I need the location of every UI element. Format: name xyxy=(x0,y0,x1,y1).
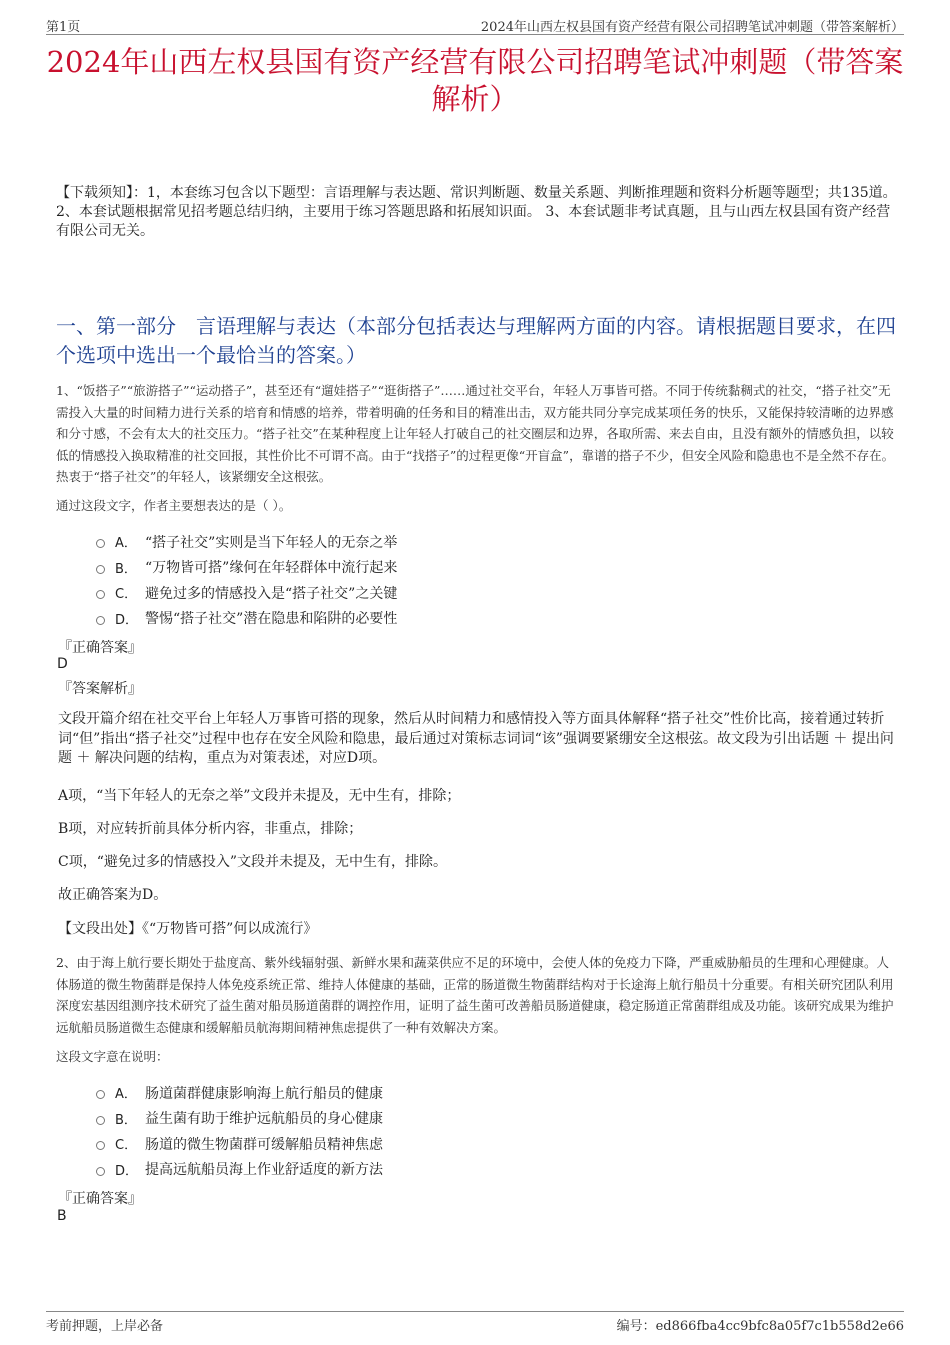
question-2-text: 2、由于海上航行要长期处于盐度高、紫外线辐射强、新鲜水果和蔬菜供应不足的环境中，会使人体的免疫力下降，严重威胁船员的生理和心理健康。人体肠道的微生物菌群是保持人体免疫系统正常、维持人体健康的基础，正常的肠道微生物菌群结构对于长途海上航行船员十分重要。有相关研究团队利用深度宏基因组测序技术研究了益生菌对船员肠道菌群的调控作用，证明了益生菌可改善船员肠道健康，稳定肠道正常菌群组成及功能。该研究成果为维护远航船员肠道微生态健康和缓解船员航海期间精神焦虑提供了一种有效解决方案。 xyxy=(56,955,894,1035)
question-2-option-c[interactable]: C． 肠道的微生物菌群可缓解船员精神焦虑 xyxy=(96,1131,383,1157)
question-1-option-a[interactable]: A． “搭子社交”实则是当下年轻人的无奈之举 xyxy=(96,529,397,555)
question-1-answer: D xyxy=(57,656,68,672)
question-1-analysis-c: C项，“避免过多的情感投入”文段并未提及，无中生有，排除。 xyxy=(58,854,448,870)
radio-icon[interactable] xyxy=(96,1090,105,1099)
radio-icon[interactable] xyxy=(96,539,105,548)
radio-icon[interactable] xyxy=(96,616,105,625)
radio-icon[interactable] xyxy=(96,590,105,599)
header-doc-title: 2024年山西左权县国有资产经营有限公司招聘笔试冲刺题（带答案解析） xyxy=(480,20,904,35)
question-1-source: 【文段出处】《“万物皆可搭”何以成流行》 xyxy=(58,921,318,937)
question-1-option-b[interactable]: B． “万物皆可搭”缘何在年轻群体中流行起来 xyxy=(96,555,397,581)
radio-icon[interactable] xyxy=(96,1116,105,1125)
question-1-analysis-label: 『答案解析』 xyxy=(58,681,142,697)
question-1-option-c[interactable]: C． 避免过多的情感投入是“搭子社交”之关键 xyxy=(96,580,397,606)
question-2-option-b[interactable]: B． 益生菌有助于维护远航船员的身心健康 xyxy=(96,1106,383,1132)
question-1-analysis: 文段开篇介绍在社交平台上年轻人万事皆可搭的现象，然后从时间精力和感情投入等方面具体解释“搭子社交”性价比高，接着通过转折词“但”指出“搭子社交”过程中也存在安全风险和隐患，最后通过对策标志词词“该”强调要紧绷安全这根弦。故文段为引出话题 ＋ 提出问题 ＋ 解决问题的结构，重点为对策表述，对应D项。 xyxy=(58,711,894,766)
question-2-options xyxy=(96,1080,383,1182)
section-title: 一、第一部分 言语理解与表达（本部分包括表达与理解两方面的内容。请根据题目要求，在四个选项中选出一个最恰当的答案。） xyxy=(56,314,896,367)
radio-icon[interactable] xyxy=(96,565,105,574)
question-2-option-d[interactable]: D． 提高远航船员海上作业舒适度的新方法 xyxy=(96,1157,383,1183)
document-title: 2024年山西左权县国有资产经营有限公司招聘笔试冲刺题（带答案解析） xyxy=(46,45,904,116)
download-notice: 【下载须知】：1，本套练习包含以下题型：言语理解与表达题、常识判断题、数量关系题、判断推理题和资料分析题等题型；共135道。 2、本套试题根据常见招考题总结归纳，主要用于练习答题思路和拓展知识面。 3、本套试题非考试真题，且与山西左权县国有资产经营有限公司无关。 xyxy=(56,185,897,239)
page-footer xyxy=(46,1311,904,1336)
footer-document-id: 编号：ed866fba4cc9bfc8a05f7c1b558d2e66 xyxy=(616,1319,904,1334)
page-number: 第1页 xyxy=(46,20,81,35)
question-1-option-d[interactable]: D． 警惕“搭子社交”潜在隐患和陷阱的必要性 xyxy=(96,606,397,632)
question-1-conclusion: 故正确答案为D。 xyxy=(58,887,168,903)
page-header xyxy=(46,14,904,35)
footer-slogan: 考前押题，上岸必备 xyxy=(46,1319,164,1334)
question-1-answer-label: 『正确答案』 xyxy=(58,640,142,656)
question-2-prompt: 这段文字意在说明： xyxy=(56,1049,169,1064)
question-2-answer: B xyxy=(57,1208,67,1224)
question-1-analysis-b: B项，对应转折前具体分析内容，非重点，排除； xyxy=(58,821,363,837)
question-1-text: 1、“饭搭子”“旅游搭子”“运动搭子”，甚至还有“遛娃搭子”“逛街搭子”……通过社交平台，年轻人万事皆可搭。不同于传统黏稠式的社交，“搭子社交”无需投入大量的时间精力进行关系的培育和情感的培养，带着明确的任务和目的精准出击，双方能共同分享完成某项任务的快乐，又能保持较清晰的边界感和分寸感，不会有太大的社交压力。“搭子社交”在某种程度上让年轻人打破自己的社交圈层和边界，各取所需、来去自由，且没有额外的情感负担，以较低的情感投入换取精准的社交回报，其性价比不可谓不高。由于“找搭子”的过程更像“开盲盒”，靠谱的搭子不少，但安全风险和隐患也不是全然不存在。热衷于“搭子社交”的年轻人，该紧绷安全这根弦。 xyxy=(56,383,895,484)
radio-icon[interactable] xyxy=(96,1167,105,1176)
question-1-options xyxy=(96,529,397,631)
question-1-analysis-a: A项，“当下年轻人的无奈之举”文段并未提及，无中生有，排除； xyxy=(58,788,461,804)
question-1-prompt: 通过这段文字，作者主要想表达的是（ ）。 xyxy=(56,498,292,513)
question-2-option-a[interactable]: A． 肠道菌群健康影响海上航行船员的健康 xyxy=(96,1080,383,1106)
question-2-answer-label: 『正确答案』 xyxy=(58,1191,142,1207)
radio-icon[interactable] xyxy=(96,1141,105,1150)
